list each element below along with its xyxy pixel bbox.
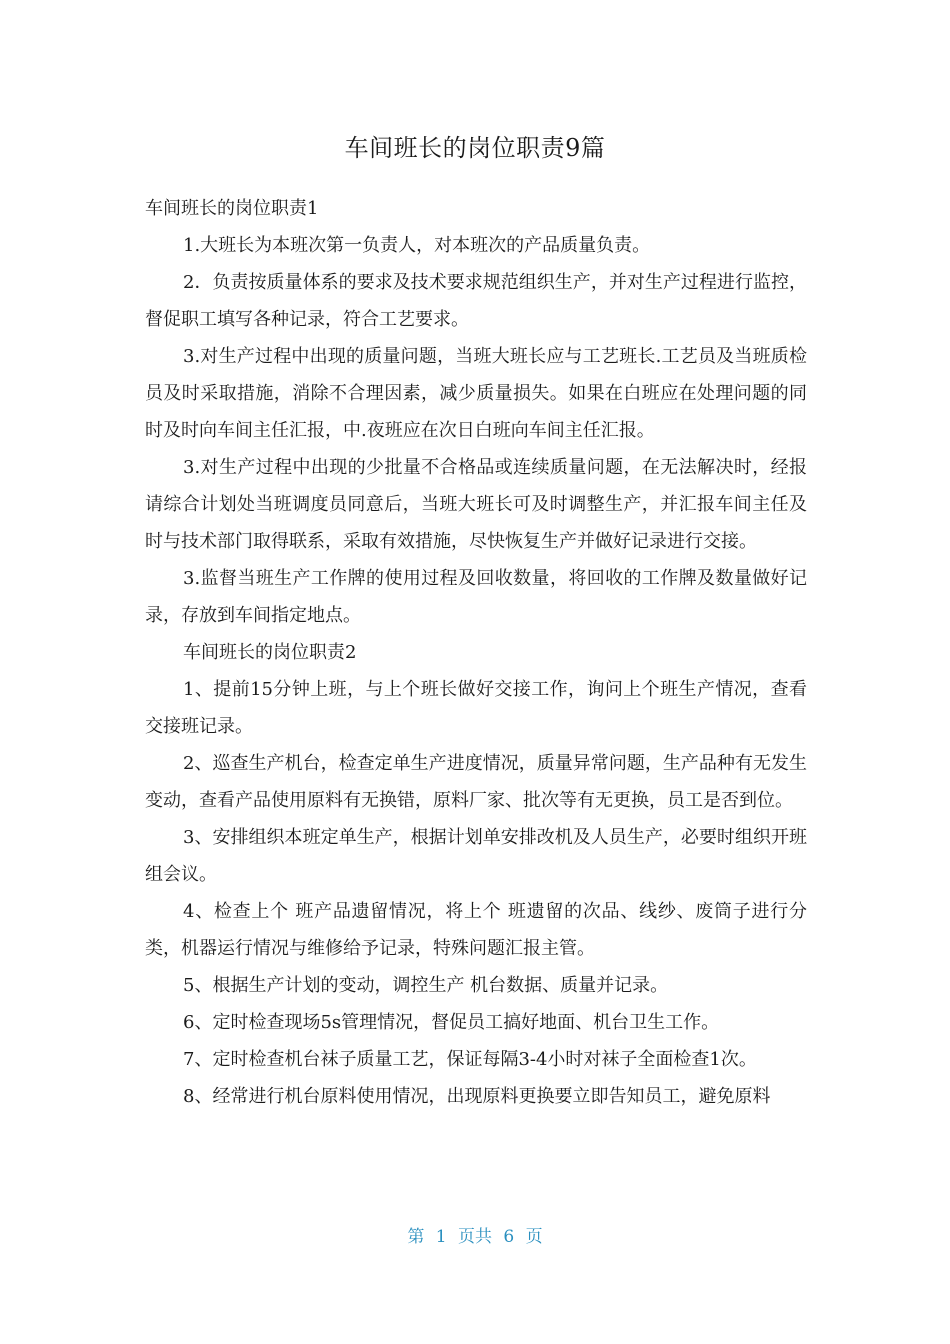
paragraph: 4、检查上个 班产品遗留情况，将上个 班遗留的次品、线纱、废筒子进行分类，机器运行情况与维修给予记录，特殊问题汇报主管。 (145, 901, 807, 959)
page-number-footer: 第 1 页共 6 页 (407, 1227, 543, 1247)
section-heading-1: 车间班长的岗位职责1 (145, 198, 319, 219)
paragraph: 3.监督当班生产工作牌的使用过程及回收数量，将回收的工作牌及数量做好记录，存放到车间指定地点。 (145, 568, 807, 626)
paragraph: 2、巡查生产机台，检查定单生产进度情况，质量异常问题，生产品种有无发生变动，查看产品使用原料有无换错，原料厂家、批次等有无更换，员工是否到位。 (145, 753, 807, 811)
document-body (145, 190, 807, 1115)
paragraph: 5、根据生产计划的变动，调控生产 机台数据、质量并记录。 (183, 975, 669, 996)
paragraph: 3、安排组织本班定单生产，根据计划单安排改机及人员生产，必要时组织开班组会议。 (145, 827, 807, 885)
paragraph: 1、提前15分钟上班，与上个班长做好交接工作，询问上个班生产情况，查看交接班记录。 (145, 679, 807, 737)
paragraph: 2．负责按质量体系的要求及技术要求规范组织生产，并对生产过程进行监控，督促职工填写各种记录，符合工艺要求。 (145, 272, 807, 330)
document-title: 车间班长的岗位职责9篇 (344, 134, 606, 162)
paragraph: 3.对生产过程中出现的质量问题，当班大班长应与工艺班长.工艺员及当班质检员及时采取措施，消除不合理因素，减少质量损失。如果在白班应在处理问题的同时及时向车间主任汇报，中.夜班应在次日白班向车间主任汇报。 (145, 346, 807, 441)
section-heading-2: 车间班长的岗位职责2 (183, 642, 357, 663)
paragraph: 8、经常进行机台原料使用情况，出现原料更换要立即告知员工，避免原料 (183, 1086, 771, 1107)
paragraph: 3.对生产过程中出现的少批量不合格品或连续质量问题，在无法解决时，经报请综合计划处当班调度员同意后，当班大班长可及时调整生产，并汇报车间主任及时与技术部门取得联系，采取有效措施，尽快恢复生产并做好记录进行交接。 (145, 457, 807, 552)
paragraph: 7、定时检查机台袜子质量工艺，保证每隔3-4小时对袜子全面检查1次。 (183, 1049, 757, 1070)
paragraph: 1.大班长为本班次第一负责人，对本班次的产品质量负责。 (183, 235, 651, 256)
paragraph: 6、定时检查现场5s管理情况，督促员工搞好地面、机台卫生工作。 (183, 1012, 720, 1033)
